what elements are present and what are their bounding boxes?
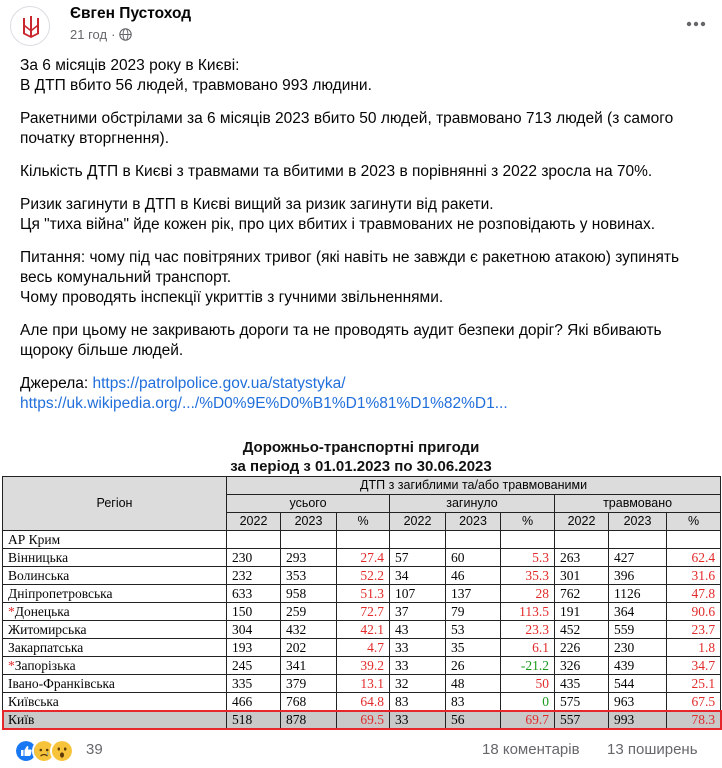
region-cell [3,567,227,585]
value-cell: 762 [555,585,609,603]
table-row [3,711,721,729]
pct-cell: 27.4 [337,549,390,567]
pct-cell: 47.8 [667,585,721,603]
footnote-star: * [8,604,15,619]
footnote-star: * [8,658,15,673]
pct-cell: 69.7 [501,711,555,729]
table-row [3,567,721,585]
text-line: За 6 місяців 2023 року в Києві: [20,57,240,74]
text-line: Ця "тиха війна" йде кожен рік, про цих вбитих і травмованих не розповідають у новинах. [20,216,656,233]
region-cell [3,639,227,657]
pct-cell: 52.2 [337,567,390,585]
value-cell: 230 [609,639,667,657]
value-cell: 232 [227,567,281,585]
region-name: Київ [8,712,35,727]
pct-cell [337,531,390,549]
value-cell: 293 [281,549,337,567]
pct-cell: 50 [501,675,555,693]
region-name: Донецька [14,604,70,619]
value-cell: 33 [390,711,446,729]
value-cell: 633 [227,585,281,603]
table-row [3,585,721,603]
shares-count[interactable]: 13 поширень [607,741,698,758]
pct-cell: 67.5 [667,693,721,711]
year-header: 2023 [609,513,667,531]
value-cell: 1126 [609,585,667,603]
value-cell: 79 [446,603,501,621]
value-cell: 353 [281,567,337,585]
pct-header: % [501,513,555,531]
value-cell [281,531,337,549]
pct-cell: 78.3 [667,711,721,729]
pct-cell: 23.3 [501,621,555,639]
sources-label: Джерела: [20,375,89,392]
pct-cell: 69.5 [337,711,390,729]
pct-cell: 62.4 [667,549,721,567]
region-name: Вінницька [8,550,69,565]
value-cell: 439 [609,657,667,675]
ukraine-emblem-icon [11,7,50,46]
value-cell: 56 [446,711,501,729]
avatar[interactable] [10,6,50,46]
text-line: Ризик загинути в ДТП в Києві вищий за ризик загинути від ракети. [20,196,494,213]
value-cell: 33 [390,657,446,675]
region-cell [3,603,227,621]
value-cell: 48 [446,675,501,693]
value-cell: 226 [555,639,609,657]
pct-cell: -21.2 [501,657,555,675]
value-cell: 34 [390,567,446,585]
value-cell: 37 [390,603,446,621]
source-link-wikipedia[interactable]: https://uk.wikipedia.org/.../%D0%9E%D0%B1%D1%81%D1%82%D1... [20,395,508,412]
region-cell [3,585,227,603]
text-line: Чому проводять інспекції укриттів з гучними звільненнями. [20,289,444,306]
value-cell [390,531,446,549]
table-row [3,549,721,567]
wow-reaction-icon [50,739,74,763]
value-cell: 137 [446,585,501,603]
injured-header: травмовано [555,495,721,513]
value-cell: 768 [281,693,337,711]
region-cell [3,711,227,729]
text-line: Але при цьому не закривають дороги та не проводять аудит безпеки доріг? Які вбивають щороку більше людей. [20,322,662,359]
pct-cell: 42.1 [337,621,390,639]
pct-cell: 1.8 [667,639,721,657]
value-cell: 326 [555,657,609,675]
value-cell: 304 [227,621,281,639]
value-cell: 435 [555,675,609,693]
value-cell: 83 [446,693,501,711]
pct-cell: 35.3 [501,567,555,585]
pct-cell: 113.5 [501,603,555,621]
value-cell: 559 [609,621,667,639]
year-header: 2022 [390,513,446,531]
table-period: за період з 01.01.2023 по 30.06.2023 [230,458,492,475]
group-header: ДТП з загиблими та/або травмованими [227,477,721,495]
pct-cell: 25.1 [667,675,721,693]
pct-header: % [337,513,390,531]
value-cell: 193 [227,639,281,657]
sources-paragraph [20,374,710,414]
table-row [3,639,721,657]
value-cell: 46 [446,567,501,585]
paragraph [20,109,710,149]
value-cell [227,531,281,549]
region-name: Дніпропетровська [8,586,113,601]
year-header: 2023 [446,513,501,531]
value-cell [446,531,501,549]
table-row [3,693,721,711]
value-cell: 263 [555,549,609,567]
author-name[interactable]: Євген Пустоход [70,5,192,22]
value-cell: 427 [609,549,667,567]
region-cell [3,531,227,549]
pct-cell: 90.6 [667,603,721,621]
value-cell: 379 [281,675,337,693]
text-line: В ДТП вбито 56 людей, травмовано 993 людини. [20,77,372,94]
value-cell: 202 [281,639,337,657]
value-cell: 958 [281,585,337,603]
value-cell: 35 [446,639,501,657]
pct-header: % [667,513,721,531]
pct-cell: 5.3 [501,549,555,567]
post-header [0,0,722,50]
value-cell: 544 [609,675,667,693]
value-cell [555,531,609,549]
paragraph [20,162,710,182]
pct-cell: 64.8 [337,693,390,711]
value-cell: 518 [227,711,281,729]
post-meta [70,27,132,42]
value-cell: 230 [227,549,281,567]
value-cell: 963 [609,693,667,711]
value-cell: 466 [227,693,281,711]
pct-cell: 13.1 [337,675,390,693]
dtp-statistics-table [2,476,721,729]
region-column-header: Регіон [3,477,227,531]
pct-cell: 39.2 [337,657,390,675]
source-link-patrolpolice[interactable]: https://patrolpolice.gov.ua/statystyka/ [92,375,346,392]
region-cell [3,675,227,693]
value-cell: 107 [390,585,446,603]
value-cell: 191 [555,603,609,621]
year-header: 2022 [227,513,281,531]
text-line: Ракетними обстрілами за 6 місяців 2023 вбито 50 людей, травмовано 713 людей (з самого початку вторгнення). [20,110,674,147]
value-cell: 259 [281,603,337,621]
region-cell [3,693,227,711]
paragraph [20,248,710,308]
table-row [3,603,721,621]
value-cell: 396 [609,567,667,585]
value-cell: 364 [609,603,667,621]
post-body [20,56,710,427]
pct-cell: 31.6 [667,567,721,585]
comments-count[interactable]: 18 коментарів [482,741,580,758]
value-cell: 575 [555,693,609,711]
pct-cell: 6.1 [501,639,555,657]
paragraph [20,321,710,361]
region-name: Закарпатська [8,640,84,655]
value-cell: 57 [390,549,446,567]
value-cell: 43 [390,621,446,639]
text-line: Кількість ДТП в Києві з травмами та вбитими в 2023 в порівнянні з 2022 зросла на 70%. [20,163,653,180]
pct-cell: 72.7 [337,603,390,621]
value-cell: 341 [281,657,337,675]
more-options-button[interactable] [684,12,708,36]
pct-cell: 23.7 [667,621,721,639]
pct-cell: 0 [501,693,555,711]
killed-header: загинуло [390,495,555,513]
post-image-table[interactable] [0,434,722,734]
globe-icon [119,28,132,41]
ellipsis-icon [686,21,706,27]
pct-cell: 28 [501,585,555,603]
region-name: Житомирська [8,622,87,637]
value-cell: 26 [446,657,501,675]
table-row [3,621,721,639]
paragraph [20,56,710,96]
table-row [3,675,721,693]
paragraph [20,195,710,235]
region-cell [3,657,227,675]
region-name: Київська [8,694,59,709]
total-header: усього [227,495,390,513]
pct-cell [667,531,721,549]
value-cell: 245 [227,657,281,675]
post-time[interactable]: 21 год [70,27,108,42]
pct-cell: 34.7 [667,657,721,675]
value-cell: 878 [281,711,337,729]
value-cell: 83 [390,693,446,711]
value-cell: 60 [446,549,501,567]
value-cell: 32 [390,675,446,693]
text-line: Питання: чому під час повітряних тривог (які навіть не завжди є ракетною атакою) зупинять весь комунальний транспорт. [20,249,680,286]
meta-separator: · [111,27,116,42]
value-cell: 452 [555,621,609,639]
table-title: Дорожньо-транспортні пригоди [242,439,480,456]
table-row [3,657,721,675]
table-row [3,531,721,549]
pct-cell: 4.7 [337,639,390,657]
value-cell: 432 [281,621,337,639]
region-cell [3,621,227,639]
value-cell: 557 [555,711,609,729]
value-cell: 993 [609,711,667,729]
region-cell [3,549,227,567]
region-name: АР Крим [8,532,61,547]
pct-cell [501,531,555,549]
value-cell: 150 [227,603,281,621]
pct-cell: 51.3 [337,585,390,603]
region-name: Івано-Франківська [8,676,115,691]
value-cell [609,531,667,549]
value-cell: 335 [227,675,281,693]
value-cell: 33 [390,639,446,657]
year-header: 2023 [281,513,337,531]
reactions[interactable] [14,739,68,763]
region-name: Запорізька [14,658,76,673]
value-cell: 53 [446,621,501,639]
value-cell: 301 [555,567,609,585]
year-header: 2022 [555,513,609,531]
post-footer [0,734,722,768]
region-name: Волинська [8,568,70,583]
reaction-count[interactable]: 39 [86,741,103,758]
